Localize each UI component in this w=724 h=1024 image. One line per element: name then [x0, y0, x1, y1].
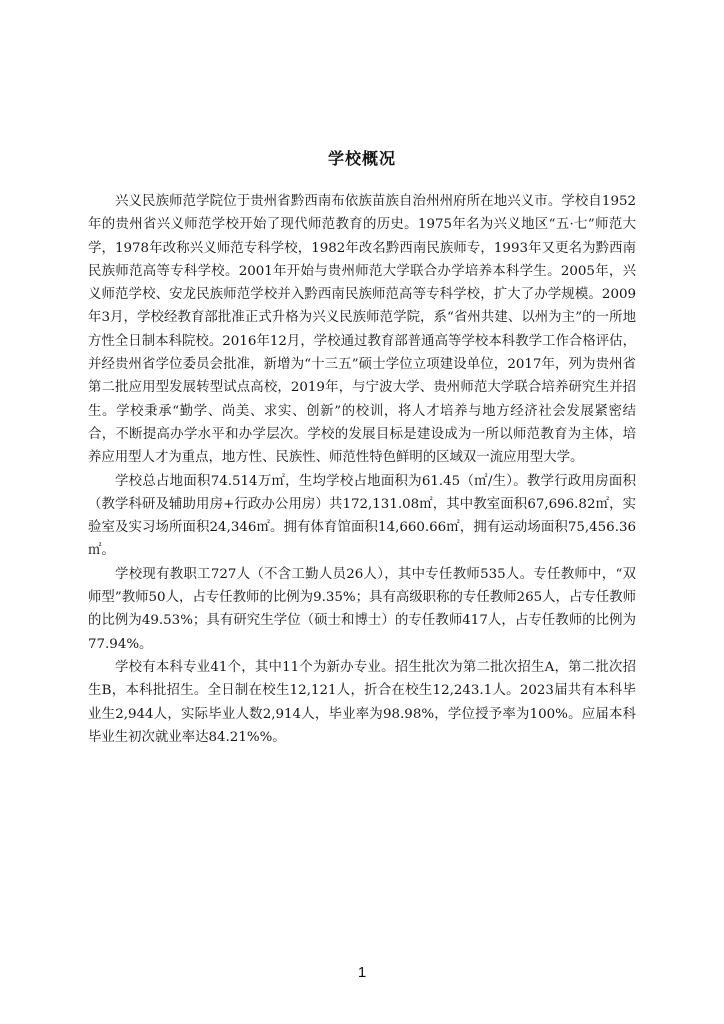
page-title: 学校概况: [327, 149, 396, 168]
paragraph-facilities: 学校总占地面积74.514万㎡，生均学校占地面积为61.45（㎡/生）。教学行政用房面积（教学科研及辅助用房+行政办公用房）共172,131.08㎡，其中教室面积67,696.82㎡，实验室及实习场所面积24,346㎡。拥有体育馆面积14,660.66㎡，拥有运动场面积75,456.36㎡。: [88, 473, 636, 559]
paragraph-staff: 学校现有教职工727人（不含工勤人员26人），其中专任教师535人。专任教师中，“双师型”教师50人，占专任教师的比例为9.35%；具有高级职称的专任教师265人，占专任教师的比例为49.53%；具有研究生学位（硕士和博士）的专任教师417人，占专任教师的比例为77.94%。: [88, 566, 636, 652]
paragraph-history: 兴义民族师范学院位于贵州省黔西南布依族苗族自治州州府所在地兴义市。学校自1952年的贵州省兴义师范学校开始了现代师范教育的历史。1975年名为兴义地区“五·七”师范大学，1978年改称兴义师范专科学校，1982年改名黔西南民族师专，1993年又更名为黔西南民族师范高等专科学校。2001年开始与贵州师范大学联合办学培养本科学生。2005年，兴义师范学校、安龙民族师范学校并入黔西南民族师范高等专科学校，扩大了办学规模。2009年3月，学校经教育部批准正式升格为兴义民族师范学院，系“省州共建、以州为主”的一所地方性全日制本科院校。2016年12月，学校通过教育部普通高等学校本科教学工作合格评估，并经贵州省学位委员会批准，新增为“十三五”硕士学位立项建设单位，2017年，列为贵州省第二批应用型发展转型试点高校，2019年，与宁波大学、贵州师范大学联合培养研究生并招生。学校秉承“勤学、尚美、求实、创新”的校训，将人才培养与地方经济社会发展紧密结合，不断提高办学水平和办学层次。学校的发展目标是建设成为一所以师范教育为主体，培养应用型人才为重点，地方性、民族性、师范性特色鲜明的区域双一流应用型大学。: [88, 194, 636, 466]
paragraph-students: 学校有本科专业41个，其中11个为新办专业。招生批次为第二批次招生A，第二批次招生B，本科批招生。全日制在校生12,121人，折合在校生12,243.1人。2023届共有本科毕业生2,944人，实际毕业人数2,914人，毕业率为98.98%，学位授予率为100%。应届本科毕业生初次就业率达84.21%%。: [88, 659, 636, 745]
page-number: 1: [357, 964, 367, 981]
document-body: [88, 190, 636, 749]
